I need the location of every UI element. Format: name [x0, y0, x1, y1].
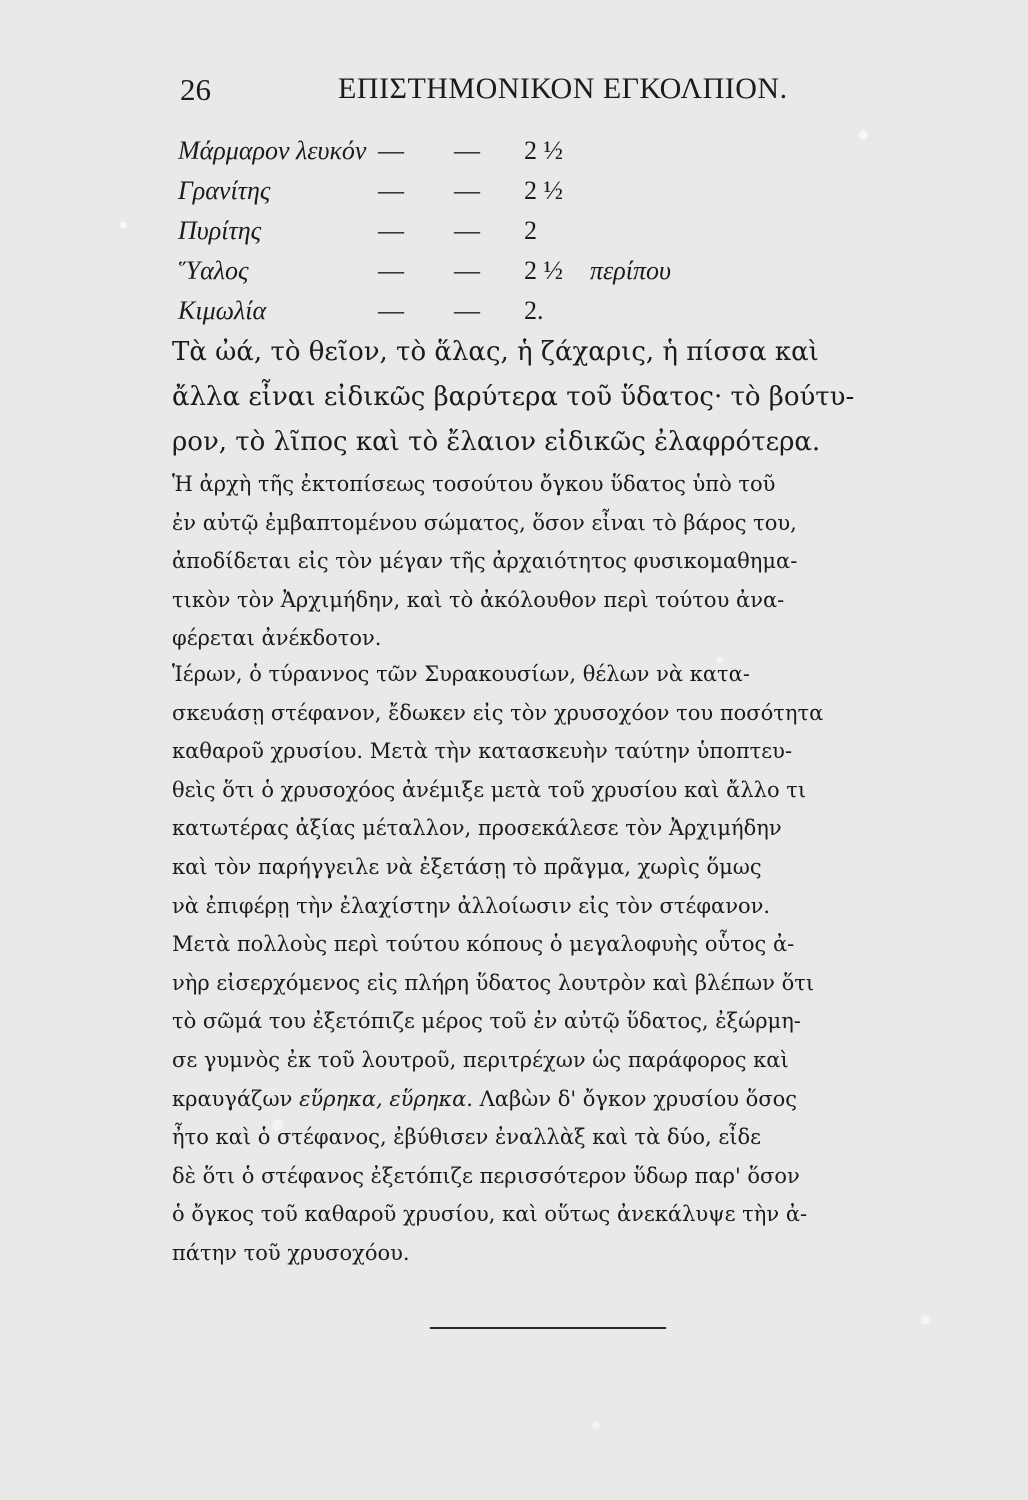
- paragraph-hieron-anecdote: [172, 655, 906, 1273]
- ditto-dash: —: [378, 256, 404, 285]
- eureka-exclamation: εὕρηκα, εὕρηκα.: [299, 1086, 473, 1111]
- table-row: [178, 216, 778, 256]
- ditto-dash: —: [378, 216, 404, 245]
- ditto-dash: —: [454, 296, 480, 325]
- anecdote-text-continued: Λαβὼν δ' ὄγκον χρυσίου ὅσος ἦτο καὶ ὁ στέφανος, ἐβύθισεν ἐναλλὰξ καὶ τὰ δύο, εἶδε δὲ ὅτι ὁ στέφανος ἐξετόπιζε περισσότερον ὕδωρ παρ' ὅσον ὁ ὄγκος τοῦ καθαροῦ χρυσίου, καὶ οὕτως ἀνεκάλυψε τὴν ἀ- πάτην τοῦ χρυσοχόου.: [172, 1086, 808, 1265]
- ditto-dash: —: [454, 136, 480, 165]
- table-row: [178, 256, 778, 296]
- material-name: Πυρίτης: [178, 216, 262, 245]
- page-number: 26: [180, 72, 211, 107]
- ditto-dash: —: [454, 176, 480, 205]
- material-name: Ὕαλος: [178, 256, 249, 285]
- specific-gravity-value: 2: [524, 216, 537, 245]
- specific-gravity-table: [178, 136, 778, 336]
- ditto-dash: —: [378, 296, 404, 325]
- specific-gravity-value: 2 ½: [524, 176, 563, 205]
- section-divider: [430, 1327, 666, 1329]
- ditto-dash: —: [454, 256, 480, 285]
- value-note: περίπου: [590, 256, 671, 285]
- material-name: Γρανίτης: [178, 176, 271, 205]
- specific-gravity-value: 2 ½: [524, 136, 563, 165]
- specific-gravity-value: 2.: [524, 296, 544, 325]
- table-row: [178, 176, 778, 216]
- table-row: [178, 136, 778, 176]
- ditto-dash: —: [454, 216, 480, 245]
- specific-gravity-value: 2 ½: [524, 256, 563, 285]
- running-title: ΕΠΙΣΤΗΜΟΝΙΚΟΝ ΕΓΚΟΛΠΙΟΝ.: [338, 72, 788, 105]
- paragraph-heavier-lighter: Τὰ ὠά, τὸ θεῖον, τὸ ἅλας, ἡ ζάχαρις, ἡ πίσσα καὶ ἄλλα εἶναι εἰδικῶς βαρύτερα τοῦ ὕδατος· τὸ βούτυ- ρον, τὸ λῖπος καὶ τὸ ἔλαιον εἰδικῶς ἐλαφρότερα.: [172, 337, 855, 457]
- paragraph-archimedes-principle: Ἡ ἀρχὴ τῆς ἐκτοπίσεως τοσούτου ὄγκου ὕδατος ὑπὸ τοῦ ἐν αὐτῷ ἐμβαπτομένου σώματος, ὅσον εἶναι τὸ βάρος του, ἀποδίδεται εἰς τὸν μέγαν τῆς ἀρχαιότητος φυσικομαθημα- τικὸν τὸν Ἀρχιμήδην, καὶ τὸ ἀκόλουθον περὶ τούτου ἀνα- φέρεται ἀνέκδοτον.: [172, 472, 798, 651]
- material-name: Μάρμαρον λευκόν: [178, 136, 367, 165]
- page-header: [180, 72, 900, 116]
- ditto-dash: —: [378, 176, 404, 205]
- ditto-dash: —: [378, 136, 404, 165]
- anecdote-text: Ἱέρων, ὁ τύραννος τῶν Συρακουσίων, θέλων νὰ κατα- σκευάσῃ στέφανον, ἔδωκεν εἰς τὸν χρυσοχόον του ποσότητα καθαροῦ χρυσίου. Μετὰ τὴν κατασκευὴν ταύτην ὑποπτευ- θεὶς ὅτι ὁ χρυσοχόος ἀνέμιξε μετὰ τοῦ χρυσίου καὶ ἄλλο τι κατωτέρας ἀξίας μέταλλον, προσεκάλεσε τὸν Ἀρχιμήδην καὶ τὸν παρήγγειλε νὰ ἐξετάσῃ τὸ πρᾶγμα, χωρὶς ὅμως νὰ ἐπιφέρῃ τὴν ἐλαχίστην ἀλλοίωσιν εἰς τὸν στέφανον. Μετὰ πολλοὺς περὶ τούτου κόπους ὁ μεγαλοφυὴς οὗτος ἀ- νὴρ εἰσερχόμενος εἰς πλήρη ὕδατος λουτρὸν καὶ βλέπων ὅτι τὸ σῶμά του ἐξετόπιζε μέρος τοῦ ἐν αὐτῷ ὕδατος, ἐξώρμη- σε γυμνὸς ἐκ τοῦ λουτροῦ, περιτρέχων ὡς παράφορος καὶ κραυγάζων: [172, 662, 824, 1111]
- material-name: Κιμωλία: [178, 296, 267, 325]
